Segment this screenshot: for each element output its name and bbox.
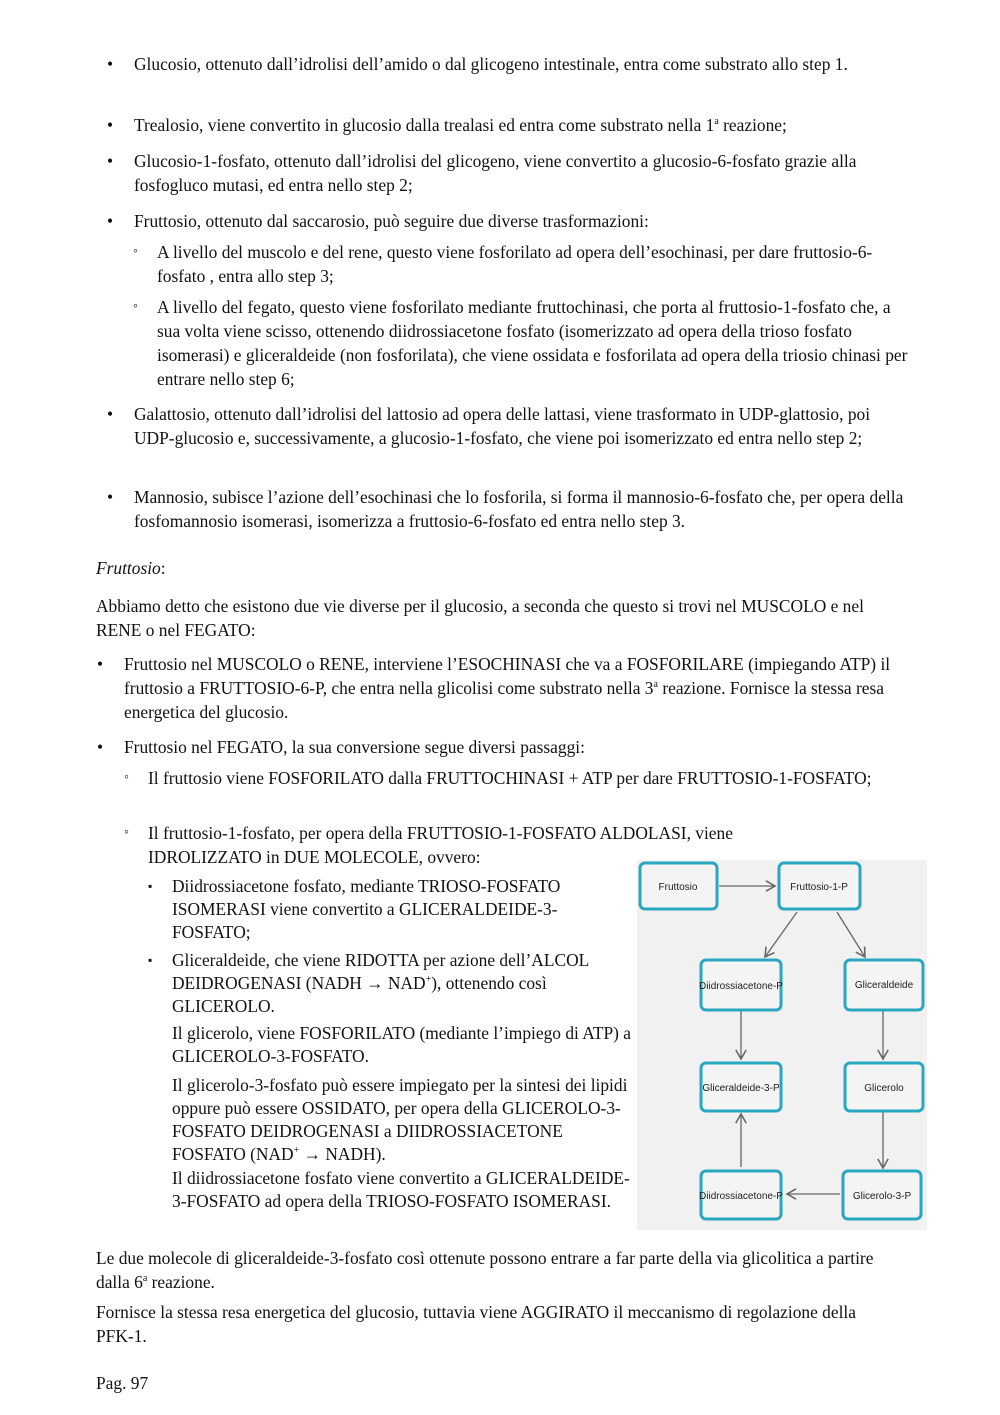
- circle-bullet-marker: ◦: [124, 825, 129, 840]
- list-item-liver: [97, 735, 914, 759]
- circle-bullet-marker: ◦: [133, 244, 138, 259]
- list-item: [107, 485, 914, 533]
- list-item-text: ), ottenendo così GLICEROLO.: [172, 973, 547, 1016]
- square-bullet-marker: ▪: [148, 879, 153, 893]
- list-item-text: Mannosio, subisce l’azione dell’esochinasi che lo fosforila, si forma il mannosio-6-fosfato che, per opera della fosfomannosio isomerasi, isomerizza a fruttosio-6-fosfato ed entra nello step 3.: [134, 487, 904, 531]
- third-level-item: [148, 875, 622, 944]
- list-item-text: reazione. Fornisce la stessa resa energetica del glucosio.: [124, 678, 884, 722]
- circle-bullet-marker: ◦: [124, 770, 129, 785]
- circle-bullet-marker: ◦: [133, 299, 138, 314]
- section-title: [96, 556, 896, 580]
- list-item: [107, 209, 914, 233]
- bullet-marker: •: [97, 654, 104, 674]
- arrow: [837, 912, 865, 957]
- superscript: +: [425, 974, 432, 986]
- paragraph-text: Il glicerolo-3-fosfato può essere impiegato per la sintesi dei lipidi oppure può essere OSSIDATO, per opera della GLICEROLO-3-FOSFATO DEIDROGENASI a DIIDROSSIACETONE FOSFATO (NAD: [172, 1075, 628, 1164]
- conclusion-paragraph: [96, 1246, 896, 1294]
- ordinal-superscript: a: [653, 679, 658, 691]
- paragraph-text: → NADH).: [299, 1144, 386, 1164]
- continuation-paragraph: [172, 1074, 637, 1166]
- superscript: +: [293, 1145, 300, 1157]
- node-label: Fruttosio: [658, 882, 698, 893]
- paragraph-text: Le due molecole di gliceraldeide-3-fosfato così ottenute possono entrare a far parte della via glicolitica a partire dalla 6: [96, 1248, 874, 1292]
- list-item-text: A livello del muscolo e del rene, questo viene fosforilato ad opera dell’esochinasi, per dare fruttosio-6-fosfato , entra allo step 3;: [157, 242, 873, 286]
- conclusion-paragraph: Fornisce la stessa resa energetica del glucosio, tuttavia viene AGGIRATO il meccanismo di regolazione della PFK-1.: [96, 1302, 856, 1346]
- intro-paragraph: Abbiamo detto che esistono due vie diverse per il glucosio, a seconda che questo si trovi nel MUSCOLO e nel RENE o nel FEGATO:: [96, 596, 864, 640]
- list-item: [107, 52, 914, 76]
- bullet-marker: •: [107, 211, 114, 231]
- list-item-text: Il fruttosio-1-fosfato, per opera della FRUTTOSIO-1-FOSFATO ALDOLASI, viene IDROLIZZATO in DUE MOLECOLE, ovvero:: [148, 823, 733, 867]
- bullet-marker: •: [107, 487, 114, 507]
- list-item-text: Galattosio, ottenuto dall’idrolisi del lattosio ad opera delle lattasi, viene trasformato in UDP-glattosio, poi UDP-glucosio e, successivamente, a glucosio-1-fosfato, che viene poi isomerizzato ed entra nello step 2;: [134, 404, 871, 448]
- continuation-paragraph: Il glicerolo, viene FOSFORILATO (mediante l’impiego di ATP) a GLICEROLO-3-FOSFATO.: [172, 1023, 632, 1066]
- arrow: [765, 912, 797, 957]
- list-item-text: Diidrossiacetone fosfato, mediante TRIOSO-FOSFATO ISOMERASI viene convertito a GLICERALDEIDE-3-FOSFATO;: [172, 876, 561, 942]
- list-item: [107, 149, 914, 197]
- node-label: Fruttosio-1-P: [790, 882, 848, 893]
- bullet-marker: •: [97, 737, 104, 757]
- list-item-text: Glucosio, ottenuto dall’idrolisi dell’amido o dal glicogeno intestinale, entra come substrato allo step 1.: [134, 54, 848, 74]
- list-item-text: Il fruttosio viene FOSFORILATO dalla FRUTTOCHINASI + ATP per dare FRUTTOSIO-1-FOSFATO;: [148, 768, 872, 788]
- sub-list-item: [124, 766, 908, 790]
- node-label: Diidrossiacetone-P: [699, 1191, 783, 1202]
- page-number: Pag. 97: [96, 1373, 149, 1393]
- sub-list-item: [133, 295, 917, 391]
- list-item-text: Fruttosio nel FEGATO, la sua conversione segue diversi passaggi:: [124, 737, 585, 757]
- square-bullet-marker: ▪: [148, 953, 153, 967]
- third-level-item: [148, 949, 642, 1018]
- list-item-text: Fruttosio nel MUSCOLO o RENE, interviene l’ESOCHINASI che va a FOSFORILARE (impiegando ATP) il fruttosio a FRUTTOSIO-6-P, che entra nella glicolisi come substrato nella 3: [124, 654, 891, 698]
- list-item-text: A livello del fegato, questo viene fosforilato mediante fruttochinasi, che porta al fruttosio-1-fosfato che, a sua volta viene scisso, ottenendo diidrossiacetone fosfato (isomerizzato ad opera della trioso fosfato isomerasi) e gliceraldeide (non fosforilata), che viene ossidata e fosforilata ad opera della triosio chinasi per entrare nello step 6;: [157, 297, 908, 389]
- paragraph-text: reazione.: [147, 1272, 215, 1292]
- list-item-muscle: [97, 652, 914, 724]
- ordinal-superscript: a: [142, 1273, 148, 1285]
- continuation-paragraph: Il diidrossiacetone fosfato viene convertito a GLICERALDEIDE-3-FOSFATO ad opera della TRIOSO-FOSFATO ISOMERASI.: [172, 1168, 630, 1211]
- bullet-marker: •: [107, 115, 114, 135]
- list-item-text: Glucosio-1-fosfato, ottenuto dall’idrolisi del glicogeno, viene convertito a glucosio-6-fosfato grazie alla fosfogluco mutasi, ed entra nello step 2;: [134, 151, 857, 195]
- list-item-text: Fruttosio, ottenuto dal saccarosio, può seguire due diverse trasformazioni:: [134, 211, 649, 231]
- list-item: [107, 113, 914, 137]
- list-item-text: Gliceraldeide, che viene RIDOTTA per azione dell’ALCOL DEIDROGENASI (NADH → NAD: [172, 950, 589, 993]
- node-label: Diidrossiacetone-P: [699, 981, 783, 992]
- node-label: Gliceraldeide: [854, 980, 914, 991]
- fructose-metabolism-diagram: [637, 860, 927, 1230]
- bullet-marker: •: [107, 151, 114, 171]
- ordinal-superscript: a: [714, 116, 719, 128]
- node-label: Gliceraldeide-3-P: [702, 1083, 780, 1094]
- list-item: [107, 402, 914, 450]
- section-title-colon: :: [160, 558, 166, 578]
- section-title-text: Fruttosio: [96, 558, 161, 578]
- list-item-text: reazione;: [718, 115, 787, 135]
- pathway-arrows: [719, 886, 883, 1194]
- node-label: Glicerolo-3-P: [852, 1191, 912, 1202]
- node-label: Glicerolo: [864, 1083, 904, 1094]
- sub-list-item: [133, 240, 917, 288]
- bullet-marker: •: [107, 404, 114, 424]
- bullet-marker: •: [107, 54, 114, 74]
- list-item-text: Trealosio, viene convertito in glucosio dalla trealasi ed entra come substrato nella 1: [134, 115, 715, 135]
